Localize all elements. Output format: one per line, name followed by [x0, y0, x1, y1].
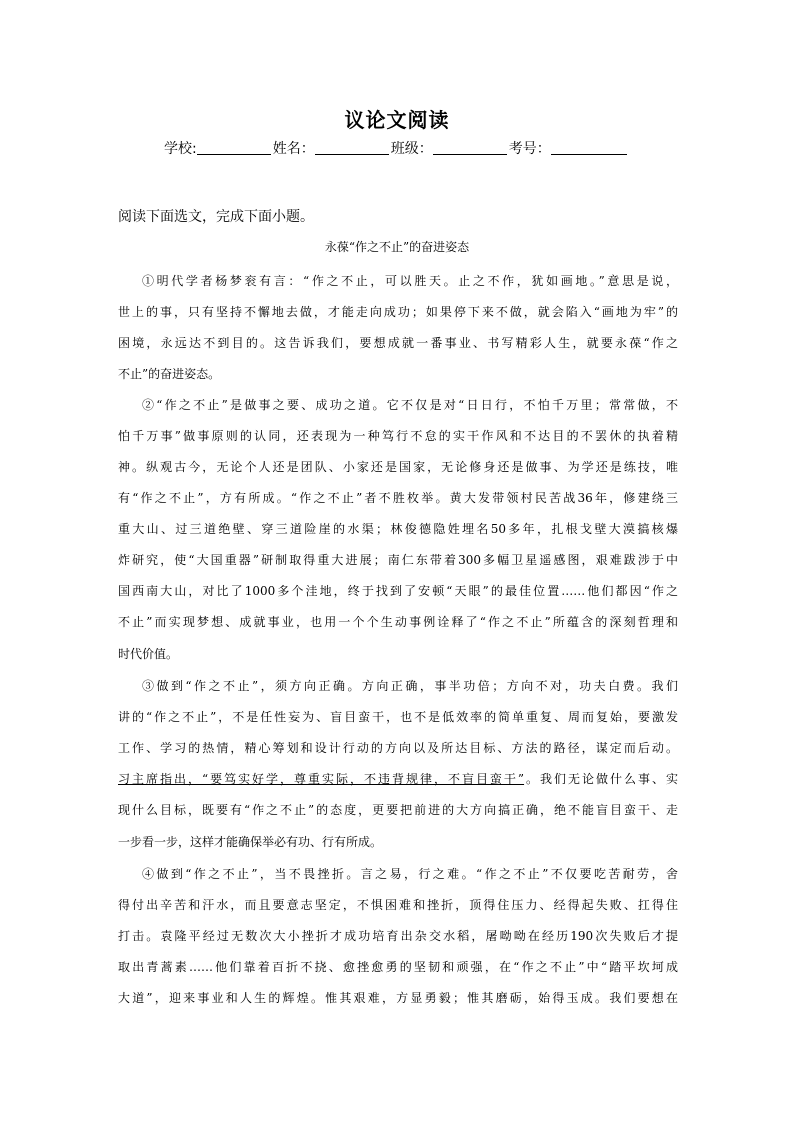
- text-line: 困境，永远达不到目的。这告诉我们，要想成就一番事业、书写精彩人生，就要永葆“作之: [118, 336, 678, 350]
- document-title: 议论文阅读: [344, 108, 450, 132]
- reading-instruction: 阅读下面选文，完成下面小题。: [118, 209, 314, 225]
- number-label: 考号：: [508, 141, 551, 157]
- text-line: 怕千万事”做事原则的认同，还表现为一种笃行不怠的实干作风和不达目的不罢休的执着精: [118, 429, 678, 443]
- text-line: 时代价值。: [118, 647, 179, 661]
- underline-rest: 。我们无论做什么事、实: [524, 772, 678, 786]
- text-line: ②“作之不止”是做事之要、成功之道。它不仅是对“日日行，不怕千万里；常常做，不: [142, 398, 678, 412]
- class-blank[interactable]: [433, 140, 507, 155]
- name-label: 姓名：: [272, 141, 315, 157]
- underlined-quote: 习主席指出，“要笃实好学，尊重实际，不违背规律，不盲目蛮干”: [118, 772, 525, 786]
- text-line: 有“作之不止”，方有所成。“作之不止”者不胜枚举。黄大发带领村民苦战36年，修建绕三: [118, 491, 678, 505]
- text-line: 取出青蒿素……他们靠着百折不挠、愈挫愈勇的坚韧和顽强，在“作之不止”中“踏平坎坷成: [118, 960, 678, 974]
- text-line: 现什么目标，既要有“作之不止”的态度，更要把前进的大方向搞正确，绝不能盲目蛮干、走: [118, 803, 678, 817]
- number-blank[interactable]: [551, 140, 627, 155]
- article-body: [118, 266, 678, 1014]
- school-blank[interactable]: [197, 140, 271, 155]
- text-line: 大道”，迎来事业和人生的辉煌。惟其艰难，方显勇毅；惟其磨砺，始得玉成。我们要想在: [118, 991, 678, 1005]
- text-line: 讲的“作之不止”，不是任性妄为、盲目蛮干，也不是低效率的简单重复、周而复始，要激发: [118, 710, 678, 724]
- text-line: 不止”而实现梦想、成就事业，也用一个个生动事例诠释了“作之不止”所蕴含的深刻哲理和: [118, 615, 678, 629]
- text-line-underlined: [118, 764, 678, 795]
- text-line: 工作、学习的热情，精心筹划和设计行动的方向以及所达目标、方法的路径，谋定而后动。: [118, 741, 678, 755]
- text-line: 世上的事，只有坚持不懈地去做，才能走向成功；如果停下来不做，就会陷入“画地为牢”的: [118, 305, 678, 319]
- text-line: 重大山、过三道绝壁、穿三道险崖的水渠；林俊德隐姓埋名50多年，扎根戈壁大漠搞核爆: [118, 522, 678, 536]
- text-line: 一步看一步，这样才能确保举必有功、行有所成。: [118, 835, 383, 849]
- text-line: 打击。袁隆平经过无数次大小挫折才成功培育出杂交水稻，屠呦呦在经历190次失败后才提: [118, 929, 678, 943]
- text-line: 不止”的奋进姿态。: [118, 367, 221, 381]
- text-line: ③做到“作之不止”，须方向正确。方向正确，事半功倍；方向不对，功夫白费。我们: [142, 679, 678, 693]
- school-label: 学校:: [164, 141, 197, 157]
- text-line: 神。纵观古今，无论个人还是团队、小家还是国家，无论修身还是做事、为学还是练技，唯: [118, 460, 678, 474]
- name-blank[interactable]: [315, 140, 389, 155]
- class-label: 班级：: [390, 141, 433, 157]
- text-line: 炸研究，使“大国重器”研制取得重大进展；南仁东带着300多幅卫星遥感图，艰难跋涉于中: [118, 553, 678, 567]
- student-info-line: [164, 138, 629, 158]
- text-line: 得付出辛苦和汗水，而且要意志坚定，不惧困难和挫折，顶得住压力、经得起失败、扛得住: [118, 898, 678, 912]
- article-title: 永葆“作之不止”的奋进姿态: [324, 240, 470, 254]
- text-line: ①明代学者杨梦衮有言：“作之不止，可以胜天。止之不作，犹如画地。”意思是说，: [142, 274, 678, 288]
- text-line: 国西南大山，对比了1000多个洼地，终于找到了安顿“天眼”的最佳位置……他们都因“作之: [118, 584, 678, 598]
- text-line: ④做到“作之不止”，当不畏挫折。言之易，行之难。“作之不止”不仅要吃苦耐劳，舍: [142, 867, 678, 881]
